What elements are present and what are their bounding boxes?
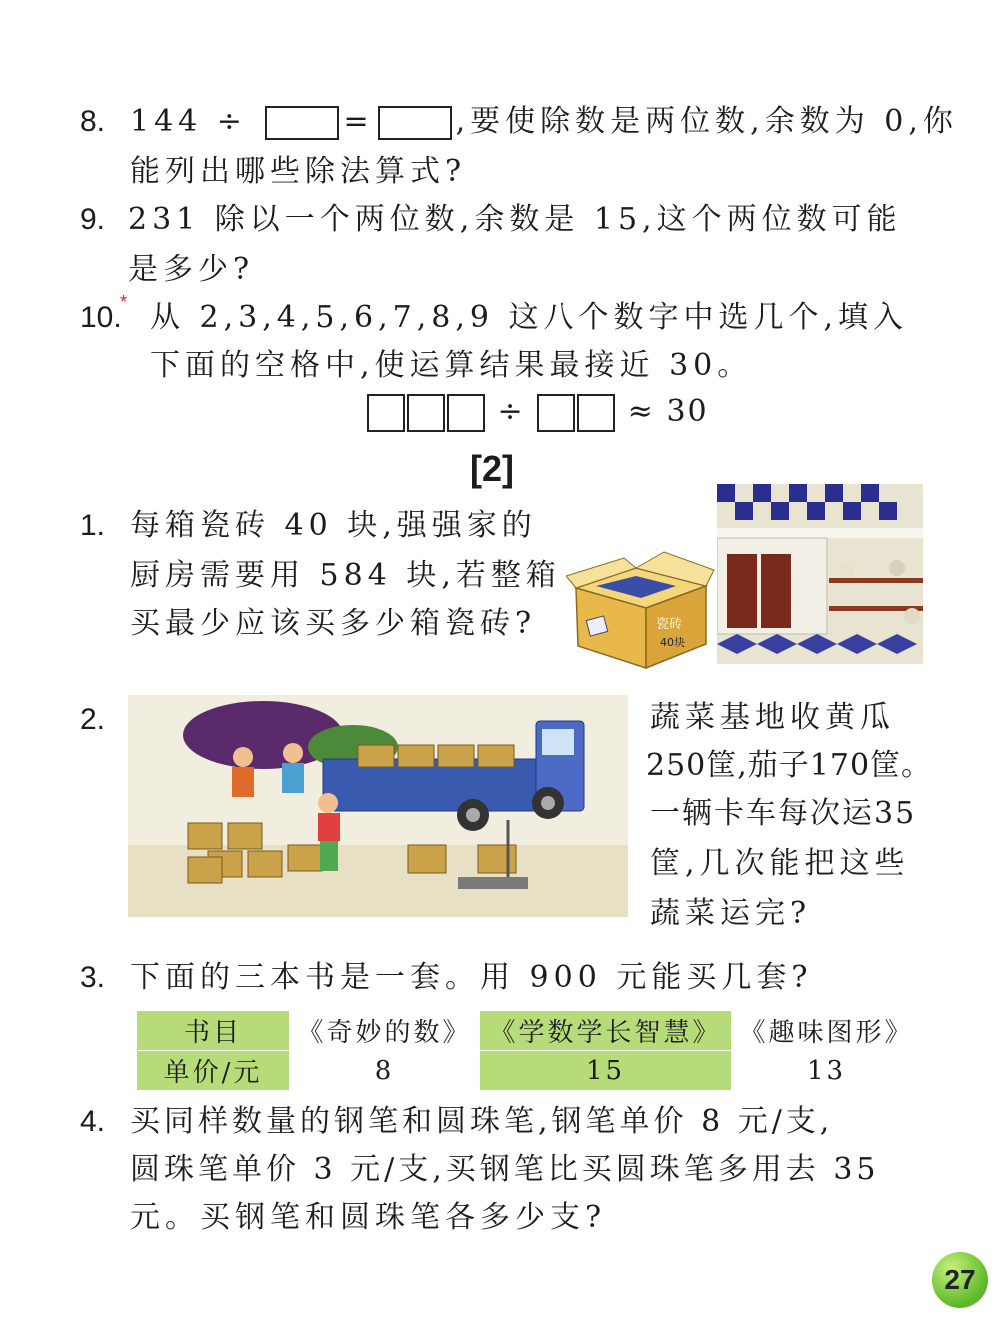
problem-8-number: 8. [80,105,106,138]
box-label-1: 瓷砖 [656,617,683,632]
problem-9-number: 9. [80,203,106,236]
digit-blank-box [537,394,575,432]
problem-10-number: 10. [80,301,122,334]
table-row [137,1011,922,1051]
problem-10-expression [366,392,709,432]
problem-2-4-line2: 圆珠笔单价 3 元/支,买钢笔比买圆珠笔多用去 35 [130,1152,880,1187]
problem-2-1-number: 1. [80,509,106,542]
challenge-star-icon: * [120,292,128,312]
page-number-badge [932,1252,988,1308]
problem-8-dividend: 144 ÷ [130,104,247,139]
book-price-table [136,1010,922,1091]
problem-2-3-number: 3. [80,961,106,994]
tile-box-illustration [566,548,716,678]
table-cell: 8 [290,1051,480,1091]
table-cell: 单价/元 [137,1051,290,1091]
page-number: 27 [944,1264,976,1295]
quotient-blank-box [378,106,452,140]
problem-9-line1: 231 除以一个两位数,余数是 15,这个两位数可能 [128,202,902,237]
digit-blank-box [367,394,405,432]
table-cell: 13 [732,1051,922,1091]
digit-blank-box [577,394,615,432]
divide-sign: ÷ [497,394,525,429]
equals-sign: = [343,104,374,139]
problem-8-line2: 能列出哪些除法算式? [130,154,467,189]
problem-2-1-line1: 每箱瓷砖 40 块,强强家的 [130,508,537,543]
problem-8-line1 [130,102,958,142]
problem-2-1-line2: 厨房需要用 584 块,若整箱 [130,558,561,593]
digit-blank-box [447,394,485,432]
problem-9-line2: 是多少? [128,252,255,287]
problem-10-line1: 从 2,3,4,5,6,7,8,9 这八个数字中选几个,填入 [150,300,909,335]
box-label-2: 40块 [660,636,685,649]
table-cell: 15 [479,1051,731,1091]
section-heading: [2] [470,448,514,489]
problem-2-3-line1: 下面的三本书是一套。用 900 元能买几套? [130,960,813,995]
table-row [137,1051,922,1091]
table-header-cell: 《奇妙的数》 [290,1011,480,1051]
problem-8-text: ,要使除数是两位数,余数为 0,你 [455,104,958,139]
problem-2-4-line1: 买同样数量的钢笔和圆珠笔,钢笔单价 8 元/支, [130,1104,834,1139]
problem-2-2-line1: 蔬菜基地收黄瓜 [650,700,895,735]
problem-2-4-line3: 元。买钢笔和圆珠笔各多少支? [130,1200,607,1235]
divisor-blank-box [265,106,339,140]
approx-30: ≈ 30 [627,394,709,429]
vegetable-truck-illustration [128,695,628,917]
problem-10-line2: 下面的空格中,使运算结果最接近 30。 [150,348,753,383]
kitchen-illustration [717,484,923,664]
problem-2-4-number: 4. [80,1105,106,1138]
table-header-cell: 《趣味图形》 [732,1011,922,1051]
problem-2-2-line4: 筐,几次能把这些 [650,846,910,881]
problem-2-2-line2: 250筐,茄子170筐。 [646,748,933,783]
table-header-cell: 书目 [137,1011,290,1051]
problem-2-2-number: 2. [80,703,106,736]
problem-2-1-line3: 买最少应该买多少箱瓷砖? [130,606,537,641]
digit-blank-box [407,394,445,432]
table-header-cell: 《学数学长智慧》 [479,1011,731,1051]
problem-2-2-line3: 一辆卡车每次运35 [650,796,917,831]
problem-2-2-line5: 蔬菜运完? [650,896,812,931]
